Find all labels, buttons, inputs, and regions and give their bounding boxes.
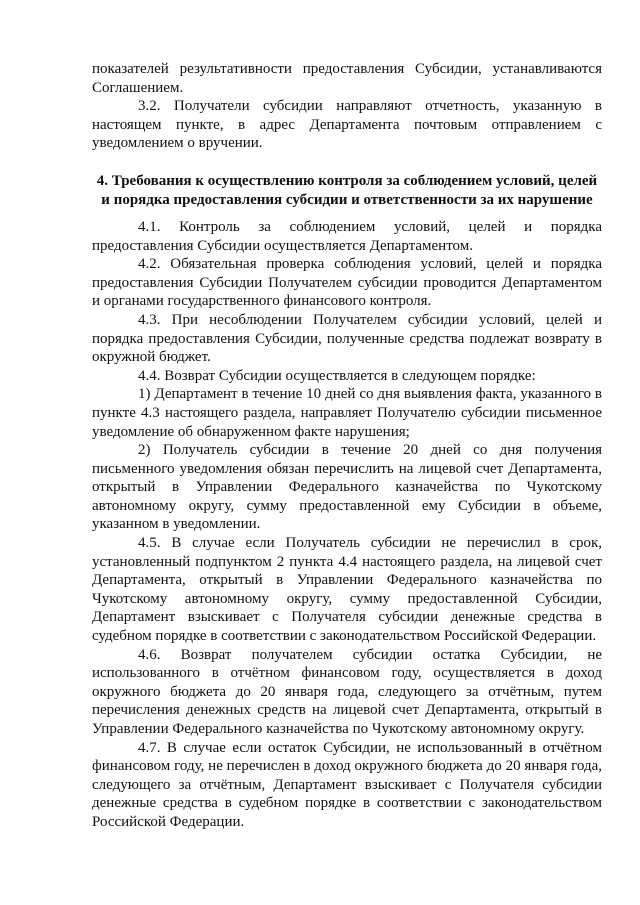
paragraph-4-4-item-2: 2) Получатель субсидии в течение 20 дней со дня получения письменного уведомления обязан перечислить на лицевой счет Департамента, открытый в Управлении Федерального казначейства по Чукотскому автономному округу, сумму предоставленной ему Субсидии в объеме, указанном в уведомлении. — [92, 442, 602, 533]
paragraph-4-4: 4.4. Возврат Субсидии осуществляется в следующем порядке: — [138, 367, 536, 384]
paragraph-4-1: 4.1. Контроль за соблюдением условий, целей и порядка предоставления Субсидии осуществляется Департаментом. — [92, 218, 602, 254]
paragraph-4-4-item-1: 1) Департамент в течение 10 дней со дня выявления факта, указанного в пункте 4.3 настоящего раздела, направляет Получателю субсидии письменное уведомление об обнаруженном факте нарушения; — [92, 386, 602, 440]
paragraph-3-2: 3.2. Получатели субсидии направляют отчетность, указанную в настоящем пункте, в адрес Департамента почтовым отправлением с уведомлением о вручении. — [92, 98, 602, 152]
paragraph-continuation: показателей результативности предоставления Субсидии, устанавливаются Соглашением. — [92, 61, 602, 96]
paragraph-4-5: 4.5. В случае если Получатель субсидии не перечислил в срок, установленный подпунктом 2 пункта 4.4 настоящего раздела, на лицевой счет Департамента, открытый в Управлении Федерального казначейства по Чукотскому автономному округу, сумму предоставленной Субсидии, Департамент взыскивает с Получателя субсидии денежные средства в судебном порядке в соответствии с законодательством Российской Федерации. — [92, 535, 602, 645]
paragraph-4-6: 4.6. Возврат получателем субсидии остатка Субсидии, не использованного в отчётном финансовом году, осуществляется в доход окружного бюджета до 20 января года, следующего за отчётным, путем перечисления денежных средств на лицевой счет Департамента, открытый в Управлении Федерального казначейства по Чукотскому автономному округу. — [92, 646, 602, 737]
paragraph-4-3: 4.3. При несоблюдении Получателем субсидии условий, целей и порядка предоставления Субсидии, полученные средства подлежат возврату в окружной бюджет. — [92, 311, 602, 366]
document-body — [92, 60, 602, 832]
paragraph-4-7: 4.7. В случае если остаток Субсидии, не использованный в отчётном финансовом году, не перечислен в доход окружного бюджета до 20 января года, следующего за отчётным, Департамент взыскивает с Получателя субсидии денежные средства в судебном порядке в соответствии с законодательством Российской Федерации. — [92, 739, 602, 830]
section-title: 4. Требования к осуществлению контроля за соблюдением условий, целей и порядка предоставления субсидии и ответственности за их нарушение — [96, 172, 598, 208]
paragraph-4-2: 4.2. Обязательная проверка соблюдения условий, целей и порядка предоставления Субсидии Получателем субсидии проводится Департаментом и органами государственного финансового контроля. — [92, 256, 602, 310]
